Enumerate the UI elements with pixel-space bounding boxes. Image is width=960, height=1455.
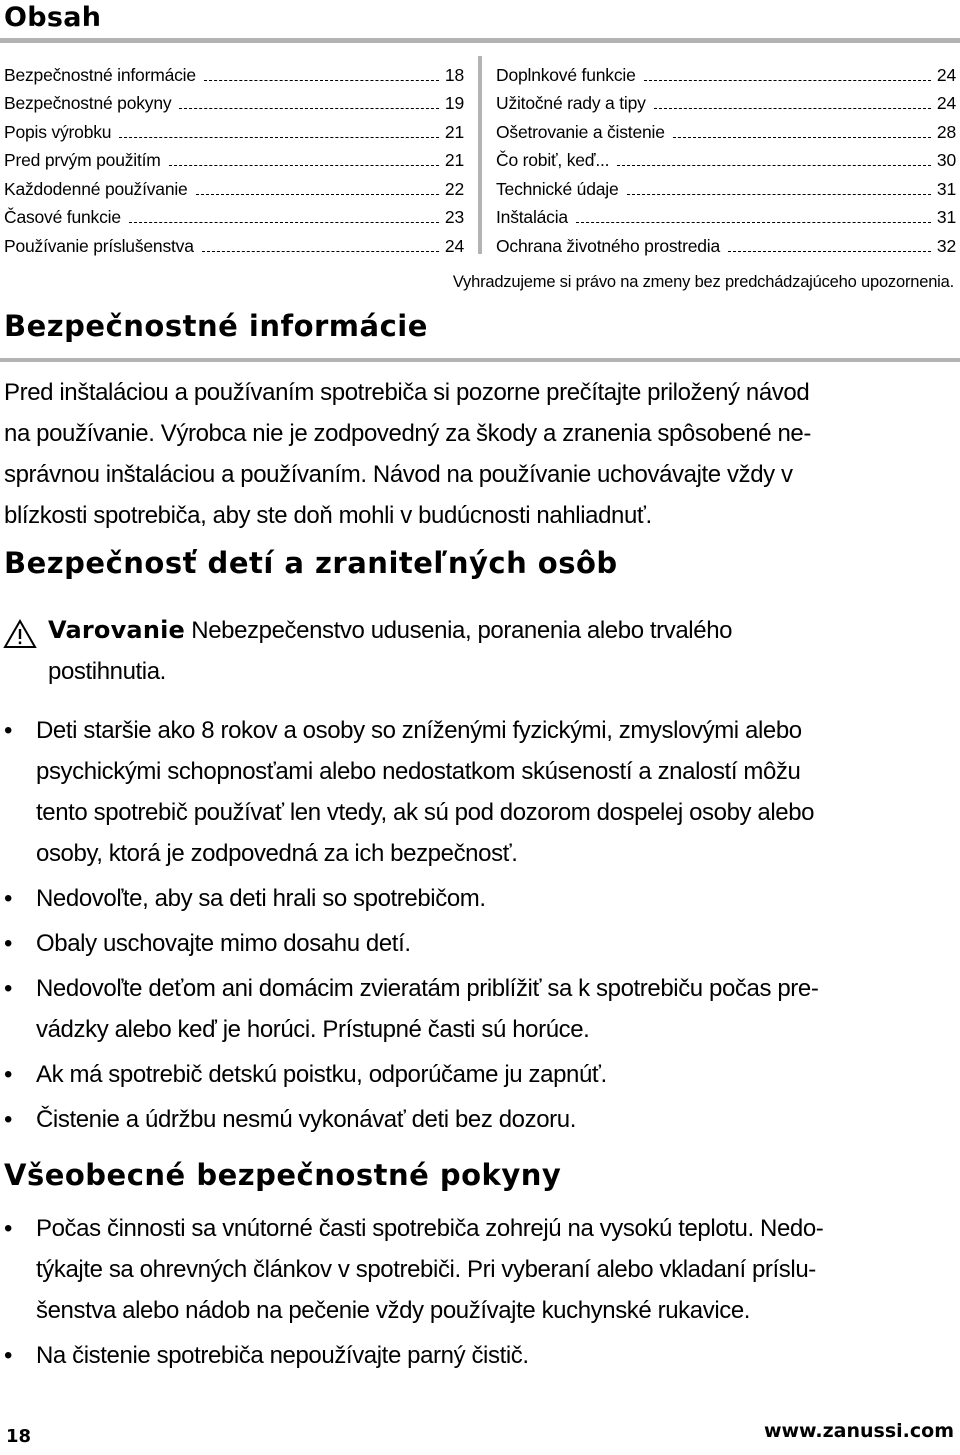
warning-text: Nebezpečenstvo udusenia, poranenia alebo trvalého bbox=[185, 617, 733, 644]
toc-item-label: Pred prvým použitím bbox=[4, 150, 161, 170]
list-item-line: šenstva alebo nádob na pečenie vždy používajte kuchynské rukavice. bbox=[36, 1297, 751, 1324]
toc-item-label: Inštalácia bbox=[496, 207, 568, 227]
list-item bbox=[0, 1208, 960, 1331]
toc-leader bbox=[129, 222, 439, 223]
toc-item-page: 18 bbox=[444, 64, 464, 85]
list-item bbox=[0, 1099, 960, 1140]
toc-leader bbox=[196, 194, 439, 195]
toc-item-label: Používanie príslušenstva bbox=[4, 235, 194, 256]
list-item bbox=[0, 923, 960, 964]
toc-leader bbox=[728, 251, 931, 252]
toc-item-page: 28 bbox=[936, 121, 956, 142]
toc-leader bbox=[119, 137, 439, 138]
list-item-line: Deti staršie ako 8 rokov a osoby so zníženými fyzickými, zmyslovými alebo bbox=[36, 717, 802, 744]
toc-item[interactable] bbox=[496, 143, 956, 172]
list-item-line: Počas činnosti sa vnútorné časti spotrebiča zohrejú na vysokú teplotu. Nedo- bbox=[36, 1215, 824, 1242]
list-item-line: Ak má spotrebič detskú poistku, odporúčame ju zapnúť. bbox=[36, 1061, 607, 1088]
list-item bbox=[0, 710, 960, 874]
children-safety-list bbox=[0, 710, 960, 1144]
list-item-line: Na čistenie spotrebiča nepoužívajte parný čistič. bbox=[36, 1342, 529, 1369]
children-safety-heading: Bezpečnosť detí a zraniteľných osôb bbox=[4, 546, 618, 580]
bullet-icon: • bbox=[4, 1061, 13, 1088]
toc-item-label: Ochrana životného prostredia bbox=[496, 235, 720, 256]
list-item-line: tento spotrebič používať len vtedy, ak sú pod dozorom dospelej osoby alebo bbox=[36, 799, 815, 826]
toc-item-page: 21 bbox=[444, 121, 464, 142]
list-item bbox=[0, 1335, 960, 1376]
toc-item[interactable] bbox=[496, 200, 956, 229]
toc-item[interactable] bbox=[496, 114, 956, 143]
warning-line-2: postihnutia. bbox=[48, 658, 166, 685]
toc-item-page: 19 bbox=[444, 93, 464, 113]
list-item-line: týkajte sa ohrevných článkov v spotrebiči. Pri vyberaní alebo vkladaní príslu- bbox=[36, 1256, 816, 1283]
toc-item[interactable] bbox=[496, 57, 956, 86]
toc-leader bbox=[169, 165, 439, 166]
toc-leader bbox=[627, 194, 931, 195]
toc-title: Obsah bbox=[4, 2, 102, 33]
toc-item-page: 31 bbox=[936, 178, 956, 199]
toc-item-page: 21 bbox=[444, 150, 464, 170]
toc-item[interactable] bbox=[4, 171, 464, 200]
toc-item[interactable] bbox=[4, 114, 464, 143]
section-divider bbox=[0, 358, 960, 362]
list-item-line: Nedovoľte deťom ani domácim zvieratám priblížiť sa k spotrebiču počas pre- bbox=[36, 975, 819, 1002]
toc-item-page: 22 bbox=[444, 178, 464, 199]
toc-leader bbox=[673, 137, 931, 138]
list-item-line: osoby, ktorá je zodpovedná za ich bezpečnosť. bbox=[36, 840, 518, 867]
list-item bbox=[0, 1054, 960, 1095]
list-item bbox=[0, 878, 960, 919]
toc-item-label: Užitočné rady a tipy bbox=[496, 93, 646, 113]
toc-item-label: Doplnkové funkcie bbox=[496, 64, 636, 85]
toc-item-page: 24 bbox=[444, 235, 464, 256]
bullet-icon: • bbox=[4, 717, 13, 744]
toc-item-label: Ošetrovanie a čistenie bbox=[496, 121, 665, 142]
toc-item-label: Bezpečnostné informácie bbox=[4, 64, 196, 85]
page-number: 18 bbox=[6, 1426, 32, 1447]
bullet-icon: • bbox=[4, 930, 13, 957]
safety-info-heading: Bezpečnostné informácie bbox=[4, 309, 428, 343]
bullet-icon: • bbox=[4, 1215, 13, 1242]
toc-leader bbox=[179, 108, 438, 109]
intro-line: blízkosti spotrebiča, aby ste doň mohli v budúcnosti nahliadnuť. bbox=[4, 502, 652, 529]
toc-item-page: 31 bbox=[936, 207, 956, 227]
toc-item-page: 24 bbox=[936, 93, 956, 113]
toc-item-label: Čo robiť, keď... bbox=[496, 150, 610, 170]
toc-leader bbox=[576, 222, 931, 223]
warning-line-1 bbox=[48, 610, 732, 651]
toc-item-page: 30 bbox=[936, 150, 956, 170]
list-item-line: vádzky alebo keď je horúci. Prístupné časti sú horúce. bbox=[36, 1016, 590, 1043]
toc-leader bbox=[202, 251, 439, 252]
toc-item-label: Každodenné používanie bbox=[4, 178, 188, 199]
toc-item[interactable] bbox=[4, 57, 464, 86]
list-item bbox=[0, 968, 960, 1050]
toc-item-page: 24 bbox=[936, 64, 956, 85]
toc-item[interactable] bbox=[496, 86, 956, 115]
toc-item-label: Popis výrobku bbox=[4, 121, 112, 142]
toc-right-column bbox=[496, 57, 956, 257]
toc-item-label: Technické údaje bbox=[496, 178, 619, 199]
toc-item-page: 32 bbox=[936, 235, 956, 256]
intro-line: Pred inštaláciou a používaním spotrebiča si pozorne prečítajte priložený návod bbox=[4, 379, 810, 406]
toc-item[interactable] bbox=[496, 171, 956, 200]
toc-item-label: Časové funkcie bbox=[4, 207, 121, 227]
warning-triangle-icon bbox=[3, 619, 37, 649]
list-item-line: Čistenie a údržbu nesmú vykonávať deti bez dozoru. bbox=[36, 1106, 576, 1133]
toc-leader bbox=[617, 165, 931, 166]
toc-item-page: 23 bbox=[444, 207, 464, 227]
list-item-line: Nedovoľte, aby sa deti hrali so spotrebičom. bbox=[36, 885, 486, 912]
change-notice: Vyhradzujeme si právo na zmeny bez predchádzajúceho upozornenia. bbox=[452, 273, 954, 291]
toc-item[interactable] bbox=[496, 228, 956, 257]
warning-title: Varovanie bbox=[48, 616, 186, 644]
title-divider bbox=[0, 38, 960, 43]
general-safety-list bbox=[0, 1208, 960, 1380]
bullet-icon: • bbox=[4, 1106, 13, 1133]
toc-column-divider bbox=[478, 56, 482, 254]
toc-leader bbox=[654, 108, 931, 109]
list-item-line: psychickými schopnosťami alebo nedostatkom skúseností a znalostí môžu bbox=[36, 758, 801, 785]
general-safety-heading: Všeobecné bezpečnostné pokyny bbox=[4, 1158, 562, 1192]
bullet-icon: • bbox=[4, 885, 13, 912]
toc-leader bbox=[204, 80, 439, 81]
intro-line: správnou inštaláciou a používaním. Návod na používanie uchovávajte vždy v bbox=[4, 461, 793, 488]
toc-item[interactable] bbox=[4, 86, 464, 115]
toc-item[interactable] bbox=[4, 143, 464, 172]
intro-line: na používanie. Výrobca nie je zodpovedný za škody a zranenia spôsobené ne- bbox=[4, 420, 811, 447]
website-link[interactable]: www.zanussi.com bbox=[763, 1420, 954, 1442]
safety-intro-paragraph bbox=[4, 372, 954, 536]
bullet-icon: • bbox=[4, 975, 13, 1002]
toc-left-column bbox=[4, 57, 464, 257]
toc-leader bbox=[644, 80, 931, 81]
bullet-icon: • bbox=[4, 1342, 13, 1369]
toc-item[interactable] bbox=[4, 228, 464, 257]
list-item-line: Obaly uschovajte mimo dosahu detí. bbox=[36, 930, 411, 957]
toc-item-label: Bezpečnostné pokyny bbox=[4, 93, 172, 113]
toc-item[interactable] bbox=[4, 200, 464, 229]
